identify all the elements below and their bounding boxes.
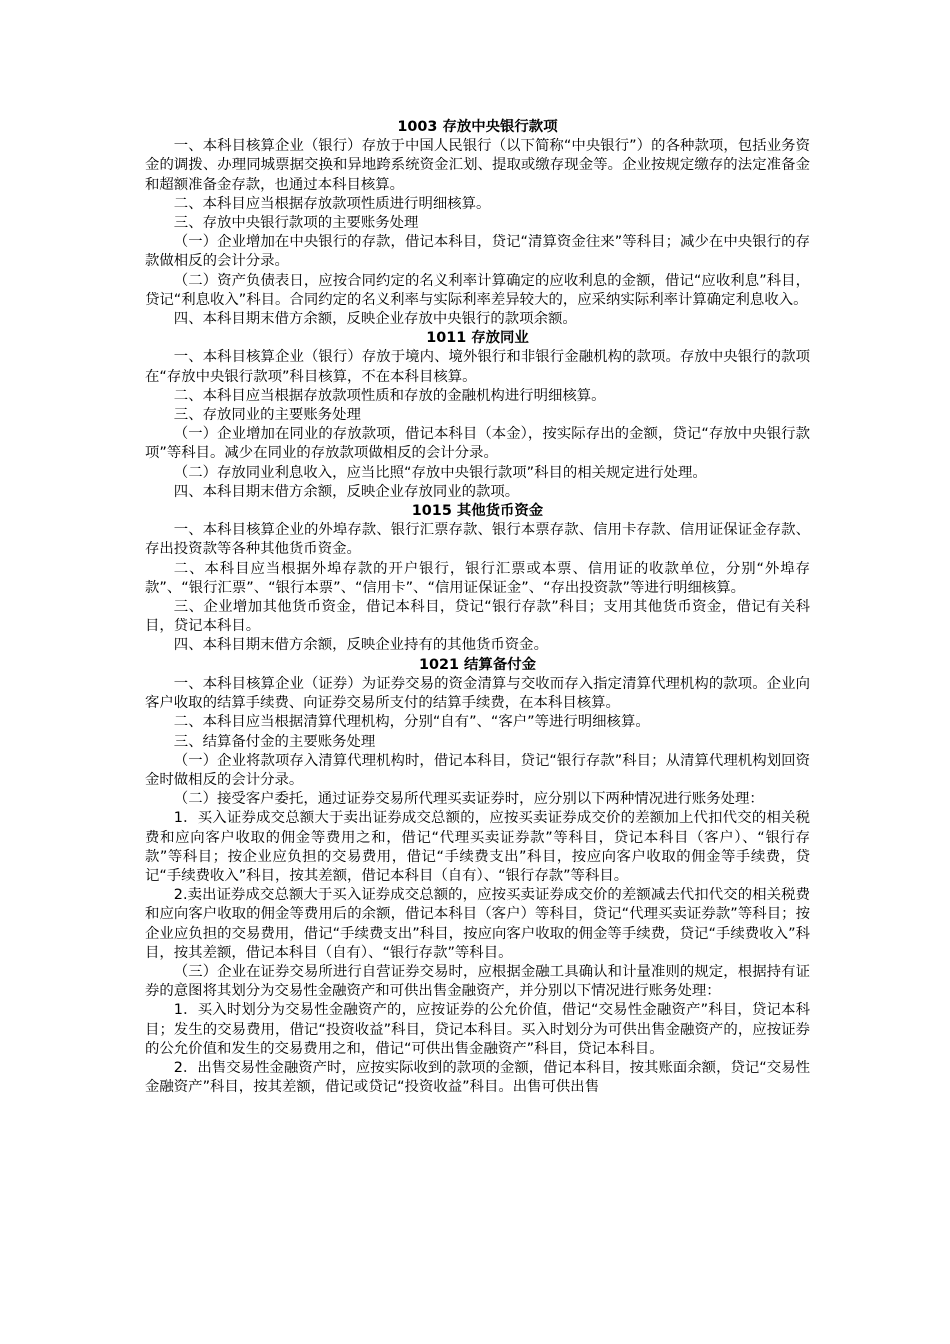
section-heading: 1003 存放中央银行款项 (397, 119, 558, 135)
paragraph: 2．出售交易性金融资产时，应按实际收到的款项的金额，借记本科目，按其账面余额，贷记“交易性金融资产”科目，按其差额，借记或贷记“投资收益”科目。出售可供出售 (145, 1059, 810, 1096)
paragraph: （一）企业增加在同业的存放款项，借记本科目（本金），按实际存出的金额，贷记“存放中央银行款项”等科目。减少在同业的存放款项做相反的会计分录。 (145, 426, 810, 462)
paragraph: 二、本科目应当根据清算代理机构，分别“自有”、“客户”等进行明细核算。 (173, 714, 650, 731)
paragraph: 二、本科目应当根据存放款项性质和存放的金融机构进行明细核算。 (173, 387, 606, 404)
paragraph: （二）存放同业利息收入，应当比照“存放中央银行款项”科目的相关规定进行处理。 (173, 464, 707, 481)
paragraph: （二）接受客户委托，通过证券交易所代理买卖证券时，应分别以下两种情况进行账务处理： (173, 791, 764, 808)
paragraph: 三、存放中央银行款项的主要账务处理 (173, 215, 419, 232)
paragraph: （一）企业增加在中央银行的存款，借记本科目，贷记“清算资金往来”等科目；减少在中央银行的存款做相反的会计分录。 (145, 234, 810, 270)
paragraph: 四、本科目期末借方余额，反映企业持有的其他货币资金。 (173, 637, 548, 654)
paragraph: 一、本科目核算企业（银行）存放于中国人民银行（以下简称“中央银行”）的各种款项，包括业务资金的调拨、办理同城票据交换和异地跨系统资金汇划、提取或缴存现金等。企业按规定缴存的法定准备金和超额准备金存款，也通过本科目核算。 (145, 138, 810, 193)
paragraph: 一、本科目核算企业（银行）存放于境内、境外银行和非银行金融机构的款项。存放中央银行的款项在“存放中央银行款项”科目核算，不在本科目核算。 (145, 349, 810, 385)
paragraph: （三）企业在证券交易所进行自营证券交易时，应根据金融工具确认和计量准则的规定，根据持有证券的意图将其划分为交易性金融资产和可供出售金融资产，并分别以下情况进行账务处理： (145, 963, 810, 1000)
section-heading: 1011 存放同业 (426, 330, 529, 347)
section-heading: 1021 结算备付金 (418, 656, 536, 673)
paragraph: （二）资产负债表日，应按合同约定的名义利率计算确定的应收利息的金额，借记“应收利息”科目，贷记“利息收入”科目。合同约定的名义利率与实际利率差异较大的，应采纳实际利率计算确定利息收入。 (145, 272, 810, 308)
paragraph: 三、存放同业的主要账务处理 (173, 407, 361, 424)
paragraph: 二、本科目应当根据存放款项性质进行明细核算。 (173, 195, 491, 212)
section-heading: 1015 其他货币资金 (411, 503, 544, 520)
paragraph: 四、本科目期末借方余额，反映企业存放中央银行的款项余额。 (173, 311, 577, 328)
paragraph: 三、结算备付金的主要账务处理 (173, 733, 376, 750)
paragraph: 二、本科目应当根据外埠存款的开户银行，银行汇票或本票、信用证的收款单位，分别“外埠存款”、“银行汇票”、“银行本票”、“信用卡”、“信用证保证金”、“存出投资款”等进行明细核算。 (145, 560, 810, 596)
paragraph: 四、本科目期末借方余额，反映企业存放同业的款项。 (173, 483, 520, 500)
paragraph: 一、本科目核算企业的外埠存款、银行汇票存款、银行本票存款、信用卡存款、信用证保证金存款、存出投资款等各种其他货币资金。 (145, 522, 810, 558)
paragraph: 2.卖出证券成交总额大于买入证券成交总额的，应按买卖证券成交价的差额减去代扣代交的相关税费和应向客户收取的佣金等费用后的余额，借记本科目（客户）等科目，贷记“代理买卖证券款”等科目；按企业应负担的交易费用，借记“手续费支出”科目，按应向客户收取的佣金等手续费，贷记“手续费收入”科目，按其差额，借记本科目（自有）、“银行存款”等科目。 (145, 887, 810, 961)
paragraph: 1．买入时划分为交易性金融资产的，应按证券的公允价值，借记“交易性金融资产”科目，贷记本科目；发生的交易费用，借记“投资收益”科目，贷记本科目。买入时划分为可供出售金融资产的，应按证券的公允价值和发生的交易费用之和，借记“可供出售金融资产”科目，贷记本科目。 (145, 1002, 810, 1057)
document-page (145, 118, 810, 1097)
paragraph: 1．买入证券成交总额大于卖出证券成交总额的，应按买卖证券成交价的差额加上代扣代交的相关税费和应向客户收取的佣金等费用之和，借记“代理买卖证券款”等科目，贷记本科目（客户）、“银行存款”等科目；按企业应负担的交易费用，借记“手续费支出”科目，按应向客户收取的佣金等手续费，贷记“手续费收入”科目，按其差额，借记本科目（自有）、“银行存款”等科目。 (145, 810, 810, 884)
paragraph: 一、本科目核算企业（证券）为证券交易的资金清算与交收而存入指定清算代理机构的款项。企业向客户收取的结算手续费、向证券交易所支付的结算手续费，在本科目核算。 (145, 675, 810, 712)
paragraph: 三、企业增加其他货币资金，借记本科目，贷记“银行存款”科目；支用其他货币资金，借记有关科目，贷记本科目。 (145, 599, 810, 635)
paragraph: （一）企业将款项存入清算代理机构时，借记本科目，贷记“银行存款”科目；从清算代理机构划回资金时做相反的会计分录。 (145, 752, 810, 788)
